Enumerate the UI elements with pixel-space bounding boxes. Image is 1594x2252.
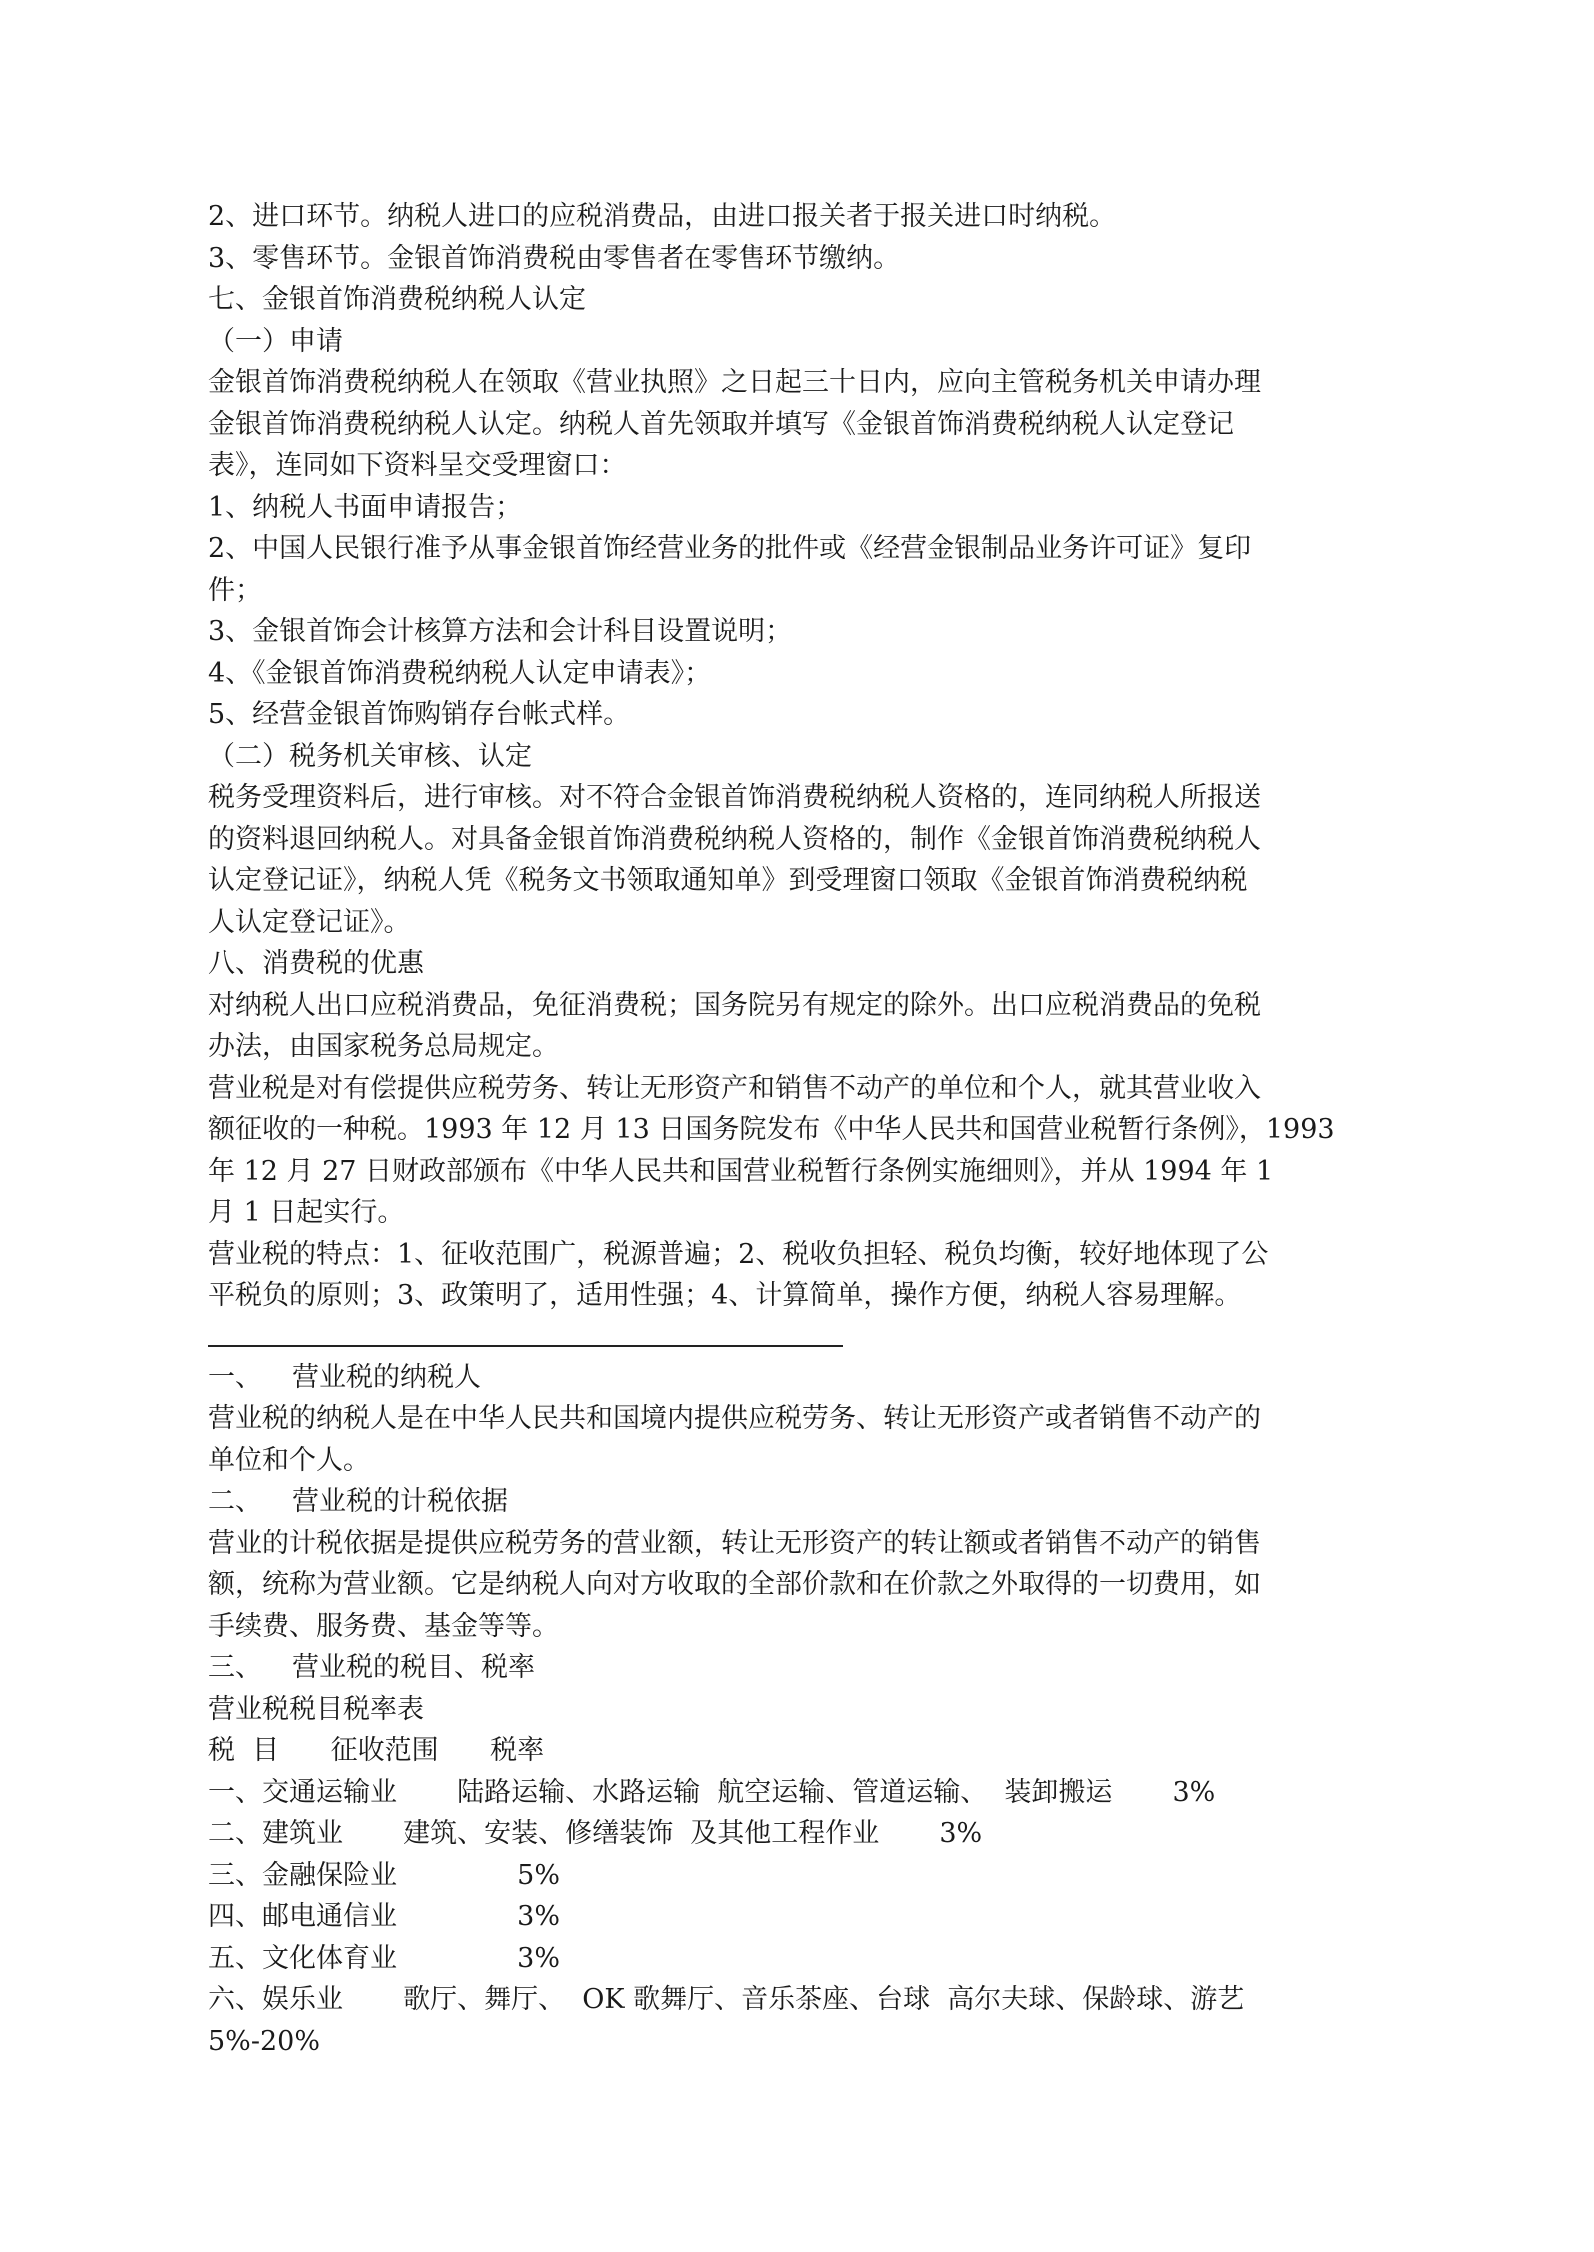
paragraph-line: 营业的计税依据是提供应税劳务的营业额，转让无形资产的转让额或者销售不动产的销售 xyxy=(208,1527,1261,1559)
paragraph-line: 平税负的原则；3、政策明了，适用性强；4、计算简单，操作方便，纳税人容易理解。 xyxy=(208,1280,1242,1311)
paragraph-line: 税务受理资料后，进行审核。对不符合金银首饰消费税纳税人资格的，连同纳税人所报送 xyxy=(208,782,1261,813)
paragraph-line: 金银首饰消费税纳税人认定。纳税人首先领取并填写《金银首饰消费税纳税人认定登记 xyxy=(208,408,1234,440)
paragraph-line: 月 1 日起实行。 xyxy=(208,1197,405,1228)
paragraph-line: 额，统称为营业额。它是纳税人向对方收取的全部价款和在价款之外取得的一切费用，如 xyxy=(208,1569,1261,1600)
table-row: 六、娱乐业 歌厅、舞厅、 OK 歌舞厅、音乐茶座、台球 高尔夫球、保龄球、游艺 xyxy=(208,1984,1245,2015)
table-title: 营业税税目税率表 xyxy=(208,1693,424,1725)
paragraph-line: 的资料退回纳税人。对具备金银首饰消费税纳税人资格的，制作《金银首饰消费税纳税人 xyxy=(208,823,1261,855)
list-item-continuation: 件； xyxy=(208,574,262,606)
list-item: 4、《金银首饰消费税纳税人认定申请表》； xyxy=(208,657,712,689)
section-heading-8: 八、消费税的优惠 xyxy=(208,948,424,979)
list-item: 5、经营金银首饰购销存台帐式样。 xyxy=(208,699,631,730)
document-page xyxy=(208,196,1428,2062)
paragraph-line: 年 12 月 27 日财政部颁布《中华人民共和国营业税暂行条例实施细则》，并从 1994 年 1 xyxy=(208,1155,1274,1187)
table-header: 税 目 征收范围 税率 xyxy=(208,1735,545,1766)
paragraph-line: 额征收的一种税。1993 年 12 月 13 日国务院发布《中华人民共和国营业税暂行条例》，1993 xyxy=(208,1114,1335,1145)
paragraph-line: 单位和个人。 xyxy=(208,1444,370,1476)
paragraph-line: 金银首饰消费税纳税人在领取《营业执照》之日起三十日内，应向主管税务机关申请办理 xyxy=(208,367,1261,398)
list-item: 3、金银首饰会计核算方法和会计科目设置说明； xyxy=(208,616,793,647)
table-row: 二、建筑业 建筑、安装、修缮装饰 及其他工程作业 3% xyxy=(208,1818,983,1849)
subsection-heading-review: （二）税务机关审核、认定 xyxy=(208,740,532,772)
table-row-continuation: 5%-20% xyxy=(208,2025,320,2057)
paragraph-line: 手续费、服务费、基金等等。 xyxy=(208,1610,559,1642)
section-heading-1: 一、 营业税的纳税人 xyxy=(208,1361,481,1393)
text-line: 3、零售环节。金银首饰消费税由零售者在零售环节缴纳。 xyxy=(208,242,901,274)
section-heading-3: 三、 营业税的税目、税率 xyxy=(208,1652,535,1683)
section-heading-7: 七、金银首饰消费税纳税人认定 xyxy=(208,284,586,315)
horizontal-rule xyxy=(208,1345,843,1347)
table-row: 三、金融保险业 5% xyxy=(208,1859,560,1891)
table-row: 一、交通运输业 陆路运输、水路运输 航空运输、管道运输、 装卸搬运 3% xyxy=(208,1776,1216,1808)
spacer xyxy=(208,1317,1428,1341)
paragraph-line: 人认定登记证》。 xyxy=(208,906,411,938)
list-item: 2、中国人民银行准予从事金银首饰经营业务的批件或《经营金银制品业务许可证》复印 xyxy=(208,533,1252,564)
section-heading-2: 二、 营业税的计税依据 xyxy=(208,1486,508,1517)
paragraph-line: 办法，由国家税务总局规定。 xyxy=(208,1031,559,1062)
subsection-heading-application: （一）申请 xyxy=(208,325,343,357)
table-row: 四、邮电通信业 3% xyxy=(208,1901,560,1932)
table-row: 五、文化体育业 3% xyxy=(208,1942,560,1974)
paragraph-line: 表》，连同如下资料呈交受理窗口： xyxy=(208,450,627,481)
paragraph-line: 营业税是对有偿提供应税劳务、转让无形资产和销售不动产的单位和个人，就其营业收入 xyxy=(208,1072,1261,1104)
text-line: 2、进口环节。纳税人进口的应税消费品，由进口报关者于报关进口时纳税。 xyxy=(208,201,1117,232)
paragraph-line: 认定登记证》，纳税人凭《税务文书领取通知单》到受理窗口领取《金银首饰消费税纳税 xyxy=(208,865,1248,896)
list-item: 1、纳税人书面申请报告； xyxy=(208,491,523,523)
paragraph-line: 对纳税人出口应税消费品，免征消费税；国务院另有规定的除外。出口应税消费品的免税 xyxy=(208,989,1261,1021)
paragraph-line: 营业税的特点：1、征收范围广，税源普遍；2、税收负担轻、税负均衡，较好地体现了公 xyxy=(208,1238,1269,1270)
paragraph-line: 营业税的纳税人是在中华人民共和国境内提供应税劳务、转让无形资产或者销售不动产的 xyxy=(208,1403,1261,1434)
